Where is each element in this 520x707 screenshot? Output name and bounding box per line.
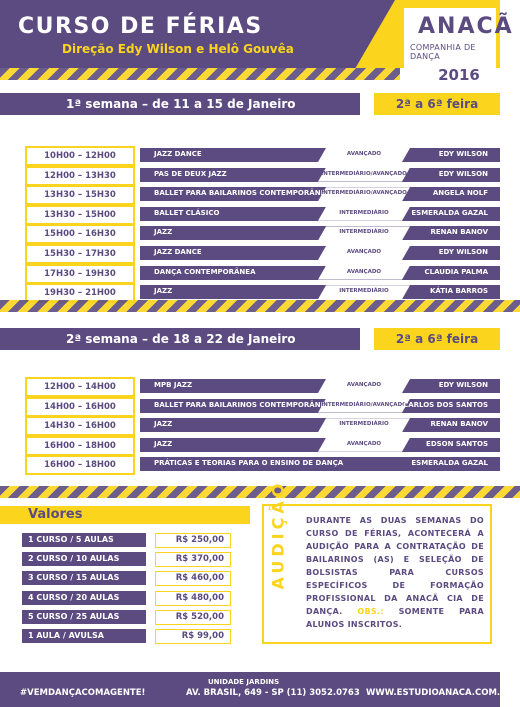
teacher-name: ESMERALDA GAZAL [411, 459, 488, 468]
class-level: INTERMEDIÁRIO [339, 288, 389, 295]
valores-header [0, 506, 250, 524]
class-level: INTERMEDIÁRIO [339, 209, 389, 216]
price-value: R$ 480,00 [155, 591, 231, 606]
year-label: 2016 [438, 66, 480, 84]
teacher-name: RENAN BANOV [430, 228, 488, 237]
logo: ANACÃ [418, 14, 514, 39]
class-name: JAZZ [154, 228, 173, 237]
class-time: 13H30 – 15H30 [25, 185, 135, 205]
schedule-row [0, 457, 500, 471]
price-label: 1 AULA / AVULSA [22, 629, 146, 643]
class-name: BALLET PARA BAILARINOS CONTEMPORÂNEOS [154, 400, 337, 409]
class-level: INTERMEDIÁRIO/AVANÇADO [321, 401, 407, 408]
price-value: R$ 520,00 [155, 610, 231, 625]
schedule-row [0, 246, 500, 260]
class-level: AVANÇADO [346, 440, 382, 447]
class-time: 19H30 – 21H00 [25, 283, 135, 303]
class-name: JAZZ [154, 439, 173, 448]
class-name: MPB JAZZ [154, 381, 193, 389]
teacher-name: EDY WILSON [438, 150, 488, 158]
class-time: 15H00 – 16H30 [25, 224, 135, 244]
class-time: 13H30 – 15H00 [25, 205, 135, 225]
week1-days-tag [374, 93, 500, 115]
schedule-row [0, 399, 500, 413]
teacher-name: CLAUDIA PALMA [424, 267, 488, 276]
class-name: PRÁTICAS E TEORIAS PARA O ENSINO DE DANÇA [154, 459, 344, 468]
obs-text: SOMENTE PARA ALUNOS INSCRITOS. [306, 607, 484, 629]
teacher-name: ANGELA NOLF [432, 189, 488, 198]
schedule-row [0, 168, 500, 182]
class-level: INTERMEDIÁRIO [339, 229, 389, 236]
schedule-row [0, 187, 500, 201]
audicao-text [306, 514, 484, 631]
price-value: R$ 250,00 [155, 533, 231, 548]
class-time: 17H30 – 19H30 [25, 264, 135, 284]
price-label: 3 CURSO / 15 AULAS [22, 571, 146, 585]
teacher-name: ESMERALDA GAZAL [411, 208, 488, 217]
class-time: 16H00 – 18H00 [25, 455, 135, 475]
week1-title: 1ª semana – de 11 a 15 de Janeiro [66, 97, 296, 111]
price-value: R$ 370,00 [155, 552, 231, 567]
price-label: 2 CURSO / 10 AULAS [22, 552, 146, 566]
footer-address: AV. BRASIL, 649 - SP (11) 3052.0763 [186, 688, 360, 698]
schedule-row [0, 285, 500, 299]
week2-days-tag [374, 328, 500, 350]
class-level: AVANÇADO [346, 268, 382, 275]
teacher-name: RENAN BANOV [430, 420, 488, 429]
class-time: 12H00 – 13H30 [25, 166, 135, 186]
teacher-name: EDSON SANTOS [426, 439, 488, 448]
footer-hashtag: #VEMDANÇACOMAGENTE! [20, 688, 146, 698]
class-time: 16H00 – 18H00 [25, 436, 135, 456]
class-level: INTERMEDIÁRIO [339, 421, 389, 428]
class-time: 14H30 – 16H00 [25, 416, 135, 436]
class-name: PAS DE DEUX JAZZ [154, 169, 227, 178]
class-time: 14H00 – 16H00 [25, 397, 135, 417]
class-name: BALLET PARA BAILARINOS CONTEMPORÂNEOS [154, 189, 337, 198]
schedule-row [0, 266, 500, 280]
week1-days: 2ª a 6ª feira [395, 97, 479, 111]
price-label: 5 CURSO / 25 AULAS [22, 610, 146, 624]
price-label: 1 CURSO / 5 AULAS [22, 533, 146, 547]
schedule-row [0, 418, 500, 432]
class-name: JAZZ [154, 420, 173, 429]
class-time: 15H30 – 17H30 [25, 244, 135, 264]
teacher-name: EDY WILSON [438, 248, 488, 256]
class-name: JAZZ [154, 287, 173, 296]
teacher-name: EDY WILSON [438, 169, 488, 178]
price-value: R$ 460,00 [155, 571, 231, 586]
class-level: AVANÇADO [346, 249, 382, 255]
class-name: JAZZ DANCE [154, 248, 202, 256]
price-value: R$ 99,00 [155, 629, 231, 644]
class-name: JAZZ DANCE [154, 150, 202, 158]
logo-subtitle: COMPANHIA DE DANÇA [410, 43, 476, 61]
class-time: 12H00 – 14H00 [25, 377, 135, 397]
price-label: 4 CURSO / 20 AULAS [22, 591, 146, 605]
class-level: AVANÇADO [346, 151, 382, 157]
page-title: CURSO DE FÉRIAS [18, 14, 263, 39]
decorative-stripes [0, 486, 520, 498]
class-level: AVANÇADO [346, 382, 382, 388]
decorative-stripes [0, 300, 520, 312]
footer [0, 672, 514, 707]
decorative-stripes [0, 68, 400, 80]
schedule-row [0, 379, 500, 393]
schedule-row [0, 207, 500, 221]
valores-title: Valores [28, 507, 83, 522]
footer-unit: UNIDADE JARDINS [208, 678, 280, 686]
footer-website[interactable]: WWW.ESTUDIOANACA.COM.BR [366, 688, 514, 698]
class-time: 10H00 – 12H00 [25, 146, 135, 166]
teacher-name: EDY WILSON [438, 381, 488, 389]
week2-title: 2ª semana – de 18 a 22 de Janeiro [66, 332, 296, 346]
teacher-name: KÁTIA BARROS [429, 287, 488, 296]
audicao-body: DURANTE AS DUAS SEMANAS DO CURSO DE FÉRIAS, ACONTECERÁ A AUDIÇÃO PARA A CONTRATAÇÃO DE BAILARINOS (AS) E SELEÇÃO DE BOLSISTAS PARA CURSOS ESPECÍFICOS DE FORMAÇÃO PROFISSIONAL DA ANACÃ CIA DE DANÇA. [306, 516, 484, 616]
class-level: INTERMEDIÁRIO/AVANÇADO [321, 190, 407, 197]
class-name: BALLET CLÁSICO [154, 208, 220, 217]
obs-label: OBS.: [357, 607, 384, 616]
schedule-row [0, 438, 500, 452]
page-subtitle: Direção Edy Wilson e Helô Gouvêa [62, 42, 294, 56]
week2-days: 2ª a 6ª feira [395, 332, 479, 346]
class-level: INTERMEDIÁRIO/AVANÇADO [321, 170, 407, 177]
teacher-name: CARLOS DOS SANTOS [403, 400, 488, 409]
class-name: DANÇA CONTEMPORÂNEA [154, 267, 256, 276]
header [0, 0, 514, 68]
schedule-row [0, 148, 500, 162]
audicao-label [269, 550, 288, 590]
schedule-row [0, 226, 500, 240]
